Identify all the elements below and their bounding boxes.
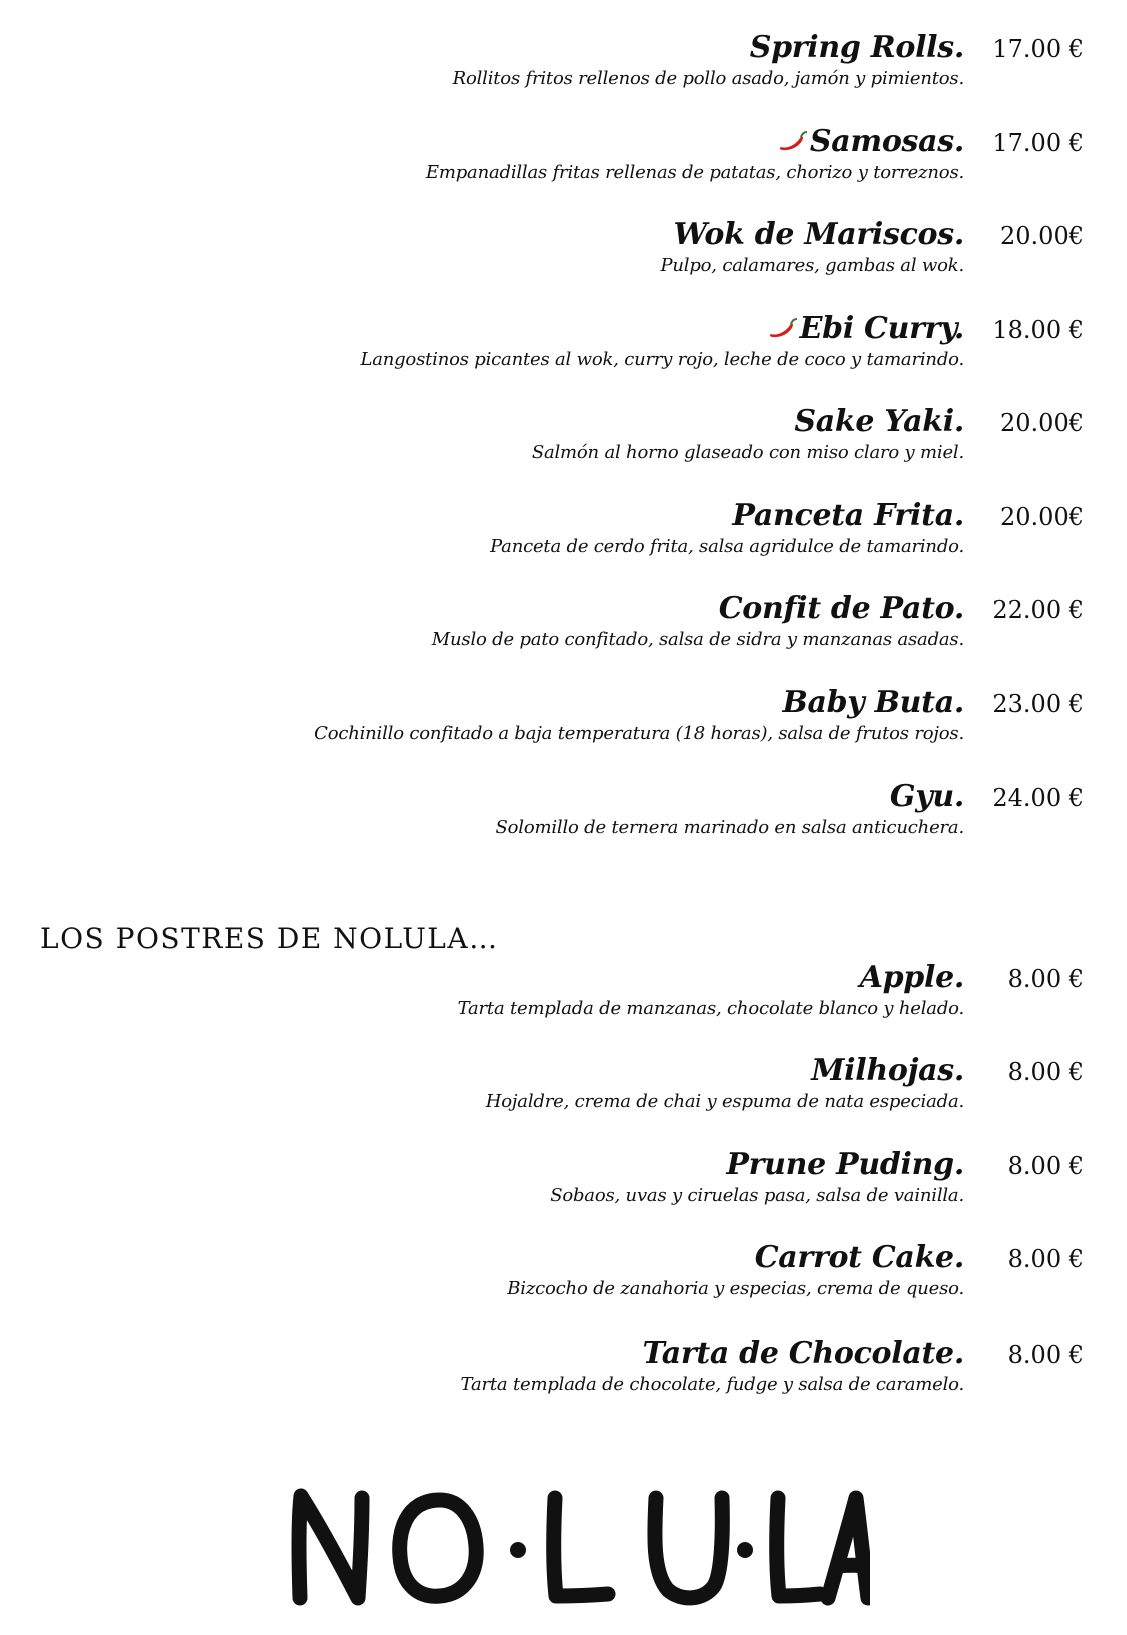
chili-pepper-icon [768,316,798,340]
desserts-section-title: LOS POSTRES DE NOLULA… [40,922,499,955]
menu-item-spring-rolls [0,30,1127,110]
dish-name: Wok de Mariscos. [673,217,964,252]
dish-description: Solomillo de ternera marinado en salsa anticuchera. [495,817,964,838]
dish-description: Salmón al horno glaseado con miso claro y miel. [531,442,964,463]
dessert-item-tarta-de-chocolate [0,1336,1127,1416]
menu-item-gyu [0,779,1127,859]
dish-price: 20.00€ [1000,222,1084,250]
dish-price: 17.00 € [992,129,1084,157]
dessert-price: 8.00 € [1007,1341,1084,1369]
dessert-price: 8.00 € [1007,1152,1084,1180]
dessert-name: Prune Puding. [726,1147,964,1182]
dish-name: Spring Rolls. [749,30,964,65]
dessert-description: Bizcocho de zanahoria y especias, crema de queso. [507,1278,964,1299]
nolula-logo [290,1488,870,1606]
dessert-description: Tarta templada de manzanas, chocolate blanco y helado. [457,998,964,1019]
dish-name: Confit de Pato. [718,591,964,626]
dish-description: Langostinos picantes al wok, curry rojo, leche de coco y tamarindo. [360,349,964,370]
dish-name: Ebi Curry. [799,311,964,346]
dish-name: Baby Buta. [782,685,964,720]
dish-price: 20.00€ [1000,409,1084,437]
dessert-description: Sobaos, uvas y ciruelas pasa, salsa de vainilla. [550,1185,964,1206]
dish-description: Pulpo, calamares, gambas al wok. [660,255,964,276]
dish-price: 23.00 € [992,690,1084,718]
dish-name: Panceta Frita. [732,498,964,533]
menu-item-sake-yaki [0,404,1127,484]
menu-item-wok-de-mariscos [0,217,1127,297]
dish-price: 24.00 € [992,784,1084,812]
chili-pepper-icon [778,129,808,153]
dish-name: Gyu. [889,779,964,814]
dessert-description: Hojaldre, crema de chai y espuma de nata especiada. [485,1091,964,1112]
dish-description: Muslo de pato confitado, salsa de sidra y manzanas asadas. [431,629,964,650]
dessert-name: Milhojas. [811,1053,964,1088]
dish-name-wrapper [778,124,964,160]
dessert-item-prune-puding [0,1147,1127,1227]
menu-item-panceta-frita [0,498,1127,578]
dessert-name: Carrot Cake. [754,1240,964,1275]
dish-name: Sake Yaki. [794,404,964,439]
dessert-description: Tarta templada de chocolate, fudge y salsa de caramelo. [460,1374,964,1395]
dessert-price: 8.00 € [1007,1245,1084,1273]
dish-price: 18.00 € [992,316,1084,344]
dish-name: Samosas. [809,124,964,159]
menu-item-confit-de-pato [0,591,1127,671]
dessert-item-carrot-cake [0,1240,1127,1320]
dish-price: 20.00€ [1000,503,1084,531]
dessert-item-milhojas [0,1053,1127,1133]
dish-description: Rollitos fritos rellenos de pollo asado, jamón y pimientos. [452,68,964,89]
menu-item-samosas [0,124,1127,204]
dish-price: 17.00 € [992,35,1084,63]
menu-item-ebi-curry [0,311,1127,391]
dessert-price: 8.00 € [1007,1058,1084,1086]
dessert-name: Apple. [859,960,964,995]
menu-item-baby-buta [0,685,1127,765]
dessert-name: Tarta de Chocolate. [642,1336,964,1371]
dessert-price: 8.00 € [1007,965,1084,993]
dish-price: 22.00 € [992,596,1084,624]
dish-name-wrapper [768,311,964,347]
dish-description: Empanadillas fritas rellenas de patatas, chorizo y torreznos. [425,162,964,183]
dessert-item-apple [0,960,1127,1040]
dish-description: Cochinillo confitado a baja temperatura (18 horas), salsa de frutos rojos. [314,723,964,744]
dish-description: Panceta de cerdo frita, salsa agridulce de tamarindo. [490,536,964,557]
